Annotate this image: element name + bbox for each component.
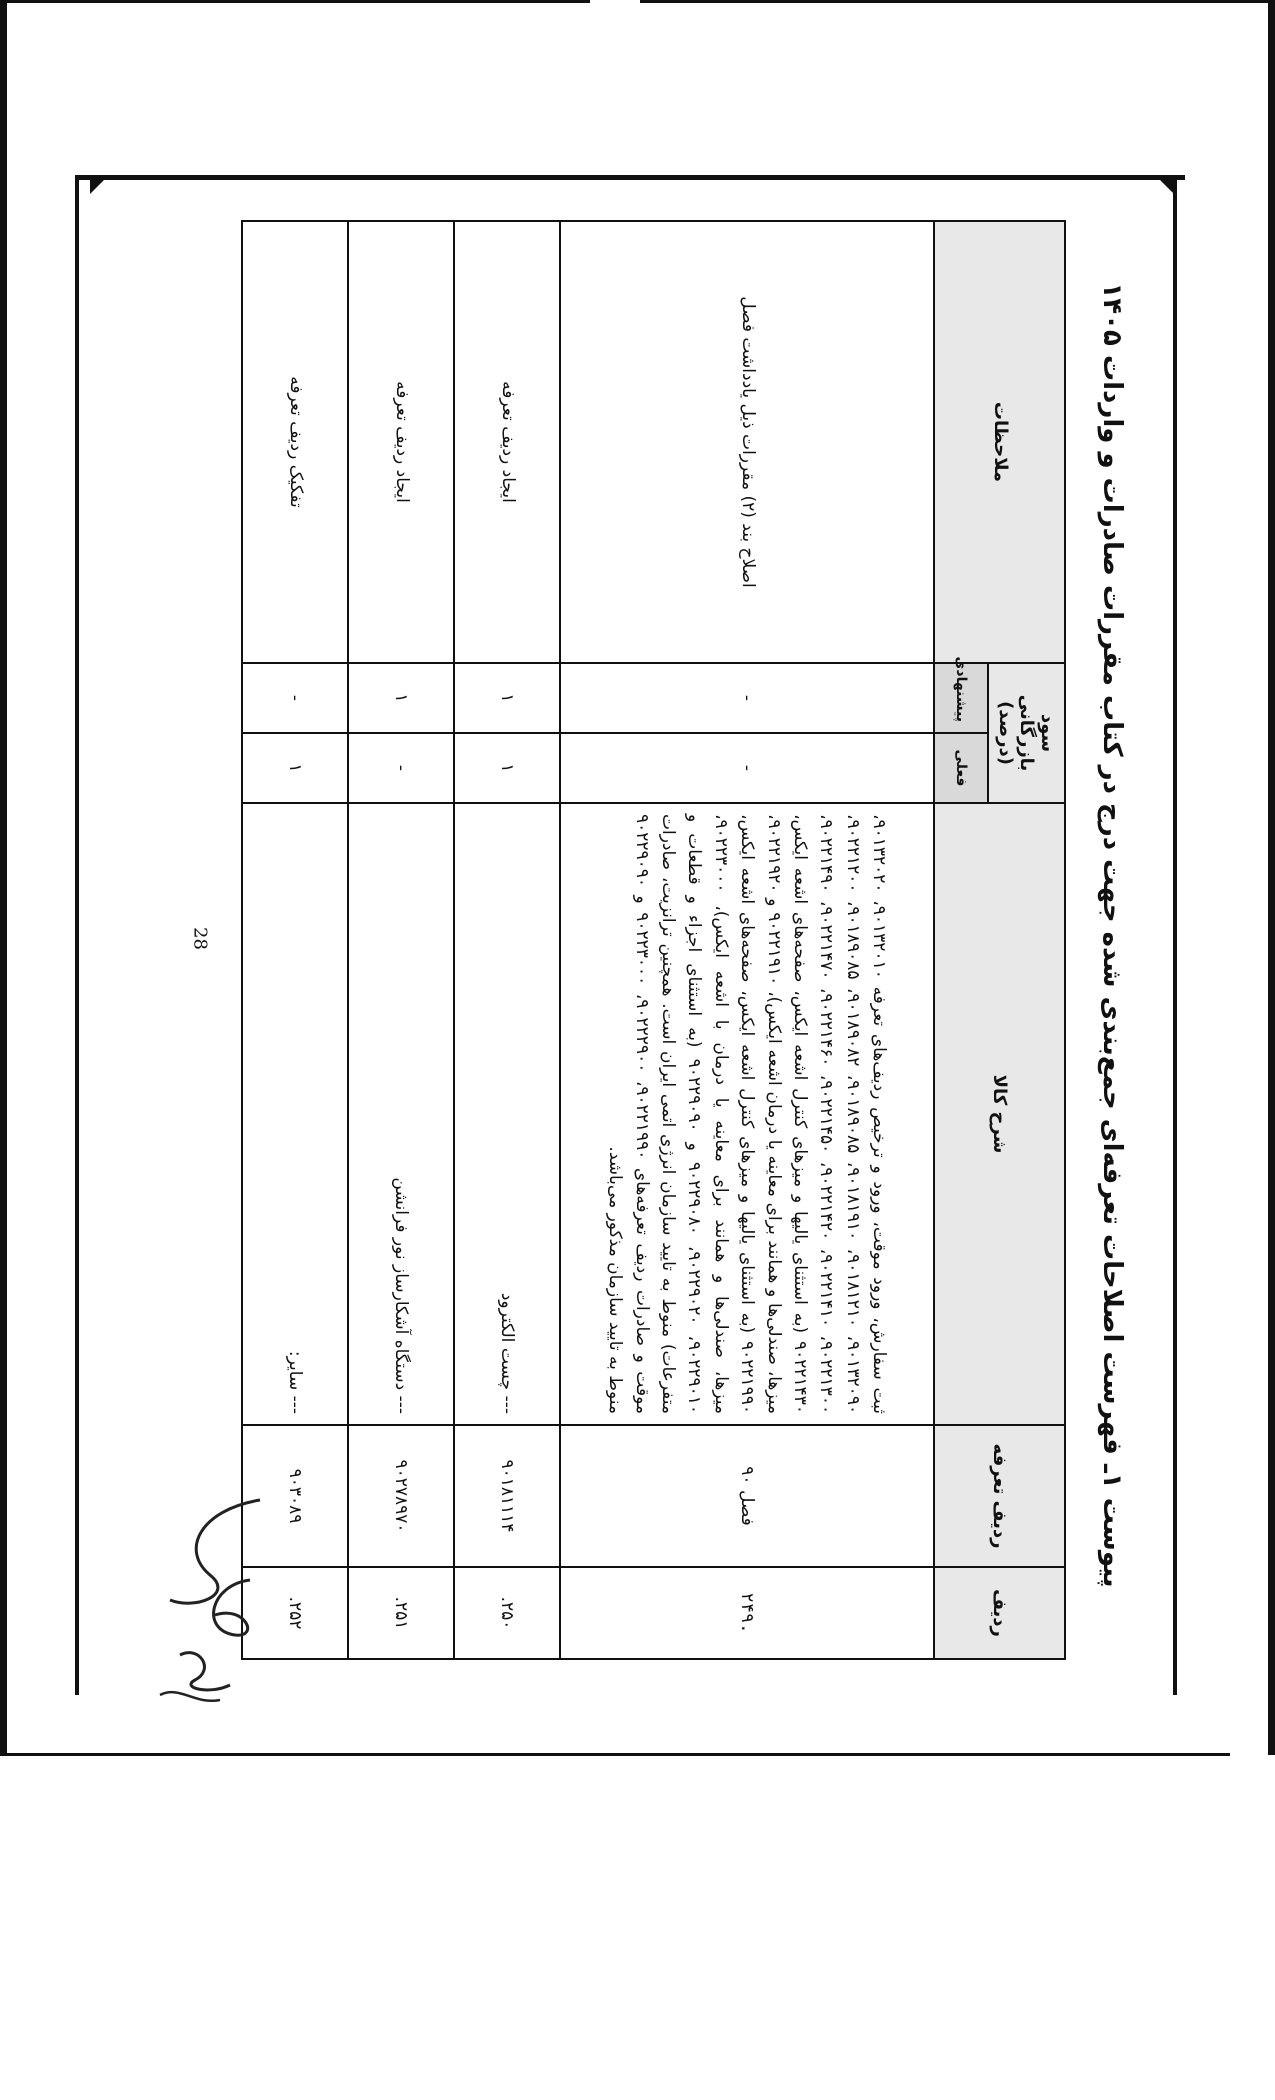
scan-right-border — [1268, 0, 1275, 1755]
cell-row-number: ۲۵۲. — [242, 1567, 348, 1659]
document-title: پیوست ۱ـ فهرست اصلاحات تعرفه‌ای جمع‌بندی شده جهت درج در کتاب مقررات صادرات و واردات ۱۴۰۵ — [1097, 282, 1127, 1588]
cell-duty-current: ۱ — [242, 733, 348, 803]
table-row — [242, 221, 348, 1659]
cell-notes: ایجاد ردیف تعرفه — [454, 221, 560, 663]
header-duty: سود بازرگانی (درصد) — [988, 663, 1065, 803]
page-number: 28 — [189, 927, 211, 950]
page-frame-top — [75, 175, 1185, 180]
page-frame-right — [1173, 175, 1177, 1695]
cell-description: --- سایر: — [242, 803, 348, 1425]
scan-top-gap — [590, 0, 640, 4]
table-header-row — [988, 221, 1065, 1659]
cell-tariff-code: فصل ۹۰ — [560, 1425, 934, 1567]
cell-description: ثبت سفارش، ورود موقت، ورود و ترخیص ردیف‌های تعرفه ۹۰۱۳۲۰۱۰، ۹۰۱۳۲۰۲۰، ۹۰۱۳۲۰۹۰، ۹۰۱۸۱۲۱۰، ۹۰۱۸۱۹۱۰، ۹۰۱۸۹۰۸۵، ۹۰۱۸۹۰۸۲، ۹۰۱۸۹۰۸۵، ۹۰۲۲۱۲۰۰، ۹۰۲۲۱۳۰۰، ۹۰۲۲۱۴۱۰، ۹۰۲۲۱۴۲۰، ۹۰۲۲۱۴۵۰، ۹۰۲۲۱۴۶۰، ۹۰۲۲۱۴۷۰، ۹۰۲۲۱۴۹۰، ۹۰۲۲۱۴۳۰ (به استثنای یالیها و میزهای کنترل اشعه ایکس، صفحه‌های اشعه ایکس، میزها، صندلی‌ها و همانند برای معاینه یا درمان اشعه ایکس)، ۹۰۲۲۱۹۱۰ و ۹۰۲۲۱۹۲۰، ۹۰۲۲۱۹۹۰ (به استثنای یالیها و میزهای کنترل اشعه ایکس، صفحه‌های اشعه ایکس، میزها، صندلی‌ها و همانند برای معاینه یا درمان با اشعه ایکس)، ۹۰۲۲۳۰۰۰، ۹۰۲۲۹۰۱۰، ۹۰۲۲۹۰۲۰، ۹۰۲۲۹۰۸۰ و ۹۰۲۲۹۰۹۰ (به استثنای اجزاء و قطعات و متفرعات) منوط به تایید سازمان انرژی اتمی ایران است. همچنین ترانزیت، صادرات موقت و صادرات ردیف تعرفه‌های ۹۰۲۲۱۹۹۰، ۹۰۲۲۲۹۰۰، ۹۰۲۲۳۰۰۰ و ۹۰۲۲۹۰۹۰ منوط به تایید سازمان مذکور می‌باشد. — [560, 803, 934, 1425]
page-frame-left — [75, 175, 79, 1695]
cell-notes: ایجاد ردیف تعرفه — [348, 221, 454, 663]
cell-description: --- دستگاه آشکارساز نور فرانشن — [348, 803, 454, 1425]
cell-duty-proposed: - — [560, 663, 934, 733]
scan-bottom-border — [0, 1753, 1230, 1756]
signature-icon — [140, 1480, 280, 1710]
header-description: شرح کالا — [934, 803, 1065, 1425]
header-duty-current: فعلی — [934, 733, 988, 803]
cell-row-number: ۲۵۰. — [454, 1567, 560, 1659]
cell-tariff-code: ۹۰۱۸۱۱۱۴ — [454, 1425, 560, 1567]
table-row — [348, 221, 454, 1659]
corner-mark-icon — [90, 180, 104, 194]
header-notes: ملاحظات — [934, 221, 1065, 663]
tariff-amendments-table — [241, 220, 1066, 1660]
cell-duty-current: ۱ — [454, 733, 560, 803]
header-duty-proposed: پیشنهادی — [934, 663, 988, 733]
rotated-document — [240, 200, 1140, 1670]
cell-duty-proposed: ۱ — [454, 663, 560, 733]
cell-notes: اصلاح بند (۲) مقررات ذیل یادداشت فصل — [560, 221, 934, 663]
cell-notes: تفکیک ردیف تعرفه — [242, 221, 348, 663]
header-tariff-code: ردیف تعرفه — [934, 1425, 1065, 1567]
cell-row-number: ۲۵۱. — [348, 1567, 454, 1659]
scan-left-border — [0, 0, 7, 1755]
cell-tariff-code: ۹۰۲۷۸۹۷۰ — [348, 1425, 454, 1567]
cell-duty-current: - — [348, 733, 454, 803]
cell-duty-proposed: ۱ — [348, 663, 454, 733]
corner-mark-icon — [1160, 180, 1174, 194]
cell-tariff-code: ۹۰۳۰۸۹ — [242, 1425, 348, 1567]
cell-description: --- چست الکترود — [454, 803, 560, 1425]
cell-duty-proposed: - — [242, 663, 348, 733]
table-row — [454, 221, 560, 1659]
cell-duty-current: - — [560, 733, 934, 803]
header-row-number: ردیف — [934, 1567, 1065, 1659]
cell-row-number: ۲۴۹. — [560, 1567, 934, 1659]
table-row — [560, 221, 934, 1659]
